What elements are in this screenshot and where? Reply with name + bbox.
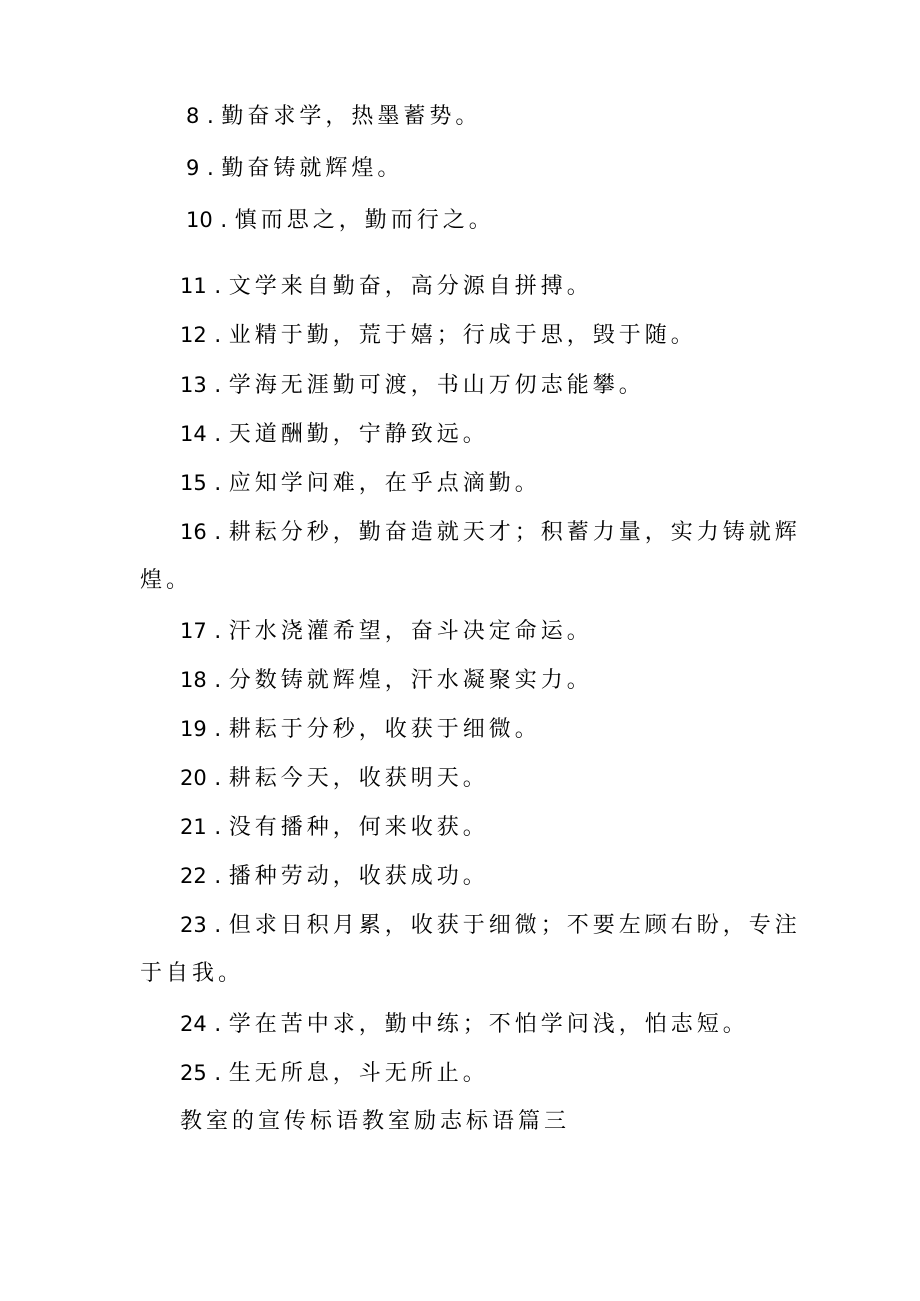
item-number: 12 bbox=[180, 323, 207, 347]
item-separator: . bbox=[214, 274, 222, 299]
list-item bbox=[180, 420, 489, 449]
item-separator: . bbox=[206, 156, 214, 181]
list-item bbox=[186, 102, 481, 131]
section-heading: 教室的宣传标语教室励志标语篇三 bbox=[180, 1109, 571, 1134]
item-number: 25 bbox=[180, 1061, 207, 1085]
item-text: 学海无涯勤可渡，书山万仞志能攀。 bbox=[228, 373, 645, 398]
list-item bbox=[180, 321, 697, 350]
item-separator: . bbox=[214, 471, 222, 496]
item-separator: . bbox=[214, 323, 222, 348]
list-item bbox=[180, 764, 489, 793]
item-text: 汗水浇灌希望，奋斗决定命运。 bbox=[228, 619, 593, 644]
list-item bbox=[180, 272, 593, 301]
item-separator: . bbox=[214, 373, 222, 398]
item-number: 23 bbox=[180, 913, 207, 937]
list-item bbox=[180, 1059, 489, 1088]
item-number: 8 bbox=[186, 104, 200, 128]
item-number: 20 bbox=[180, 766, 207, 790]
list-item bbox=[180, 715, 541, 744]
list-item bbox=[180, 666, 593, 695]
item-number: 24 bbox=[180, 1012, 207, 1036]
item-separator: . bbox=[214, 1012, 222, 1037]
list-item bbox=[180, 469, 541, 498]
item-text: 慎而思之，勤而行之。 bbox=[234, 208, 495, 233]
item-number: 11 bbox=[180, 274, 207, 298]
list-item-continuation: 煌。 bbox=[140, 568, 193, 593]
item-text: 生无所息，斗无所止。 bbox=[228, 1061, 489, 1086]
item-separator: . bbox=[214, 766, 222, 791]
list-item bbox=[180, 862, 489, 891]
list-item bbox=[180, 617, 593, 646]
item-separator: . bbox=[214, 717, 222, 742]
item-number: 21 bbox=[180, 815, 207, 839]
list-item bbox=[180, 813, 489, 842]
item-number: 19 bbox=[180, 717, 207, 741]
list-item bbox=[186, 206, 495, 235]
item-text: 没有播种，何来收获。 bbox=[228, 815, 489, 840]
list-item bbox=[180, 1010, 749, 1039]
item-text: 业精于勤，荒于嬉；行成于思，毁于随。 bbox=[228, 323, 697, 348]
item-separator: . bbox=[214, 1061, 222, 1086]
list-item-continuation: 于自我。 bbox=[140, 961, 245, 986]
item-separator: . bbox=[220, 208, 228, 233]
item-text: 应知学问难，在乎点滴勤。 bbox=[228, 471, 541, 496]
item-text: 播种劳动，收获成功。 bbox=[228, 864, 489, 889]
list-item bbox=[180, 371, 645, 400]
item-separator: . bbox=[214, 619, 222, 644]
item-text: 耕耘于分秒，收获于细微。 bbox=[228, 717, 541, 742]
item-text: 天道酬勤，宁静致远。 bbox=[228, 422, 489, 447]
item-text: 学在苦中求，勤中练；不怕学问浅，怕志短。 bbox=[228, 1012, 749, 1037]
item-text: 耕耘今天，收获明天。 bbox=[228, 766, 489, 791]
list-item bbox=[180, 911, 801, 940]
item-number: 18 bbox=[180, 668, 207, 692]
item-number: 16 bbox=[180, 520, 207, 544]
item-text: 耕耘分秒，勤奋造就天才；积蓄力量，实力铸就辉 bbox=[228, 520, 801, 545]
item-number: 13 bbox=[180, 373, 207, 397]
item-number: 15 bbox=[180, 471, 207, 495]
item-number: 17 bbox=[180, 619, 207, 643]
item-separator: . bbox=[214, 668, 222, 693]
list-item bbox=[180, 518, 801, 547]
item-number: 9 bbox=[186, 156, 200, 180]
item-separator: . bbox=[206, 104, 214, 129]
item-number: 10 bbox=[186, 208, 213, 232]
list-item bbox=[186, 154, 403, 183]
item-separator: . bbox=[214, 913, 222, 938]
item-separator: . bbox=[214, 815, 222, 840]
item-number: 14 bbox=[180, 422, 207, 446]
item-text: 文学来自勤奋，高分源自拼搏。 bbox=[228, 274, 593, 299]
item-number: 22 bbox=[180, 864, 207, 888]
item-text: 勤奋铸就辉煌。 bbox=[221, 156, 404, 181]
item-separator: . bbox=[214, 520, 222, 545]
item-separator: . bbox=[214, 422, 222, 447]
item-separator: . bbox=[214, 864, 222, 889]
item-text: 勤奋求学，热墨蓄势。 bbox=[221, 104, 482, 129]
item-text: 但求日积月累，收获于细微；不要左顾右盼，专注 bbox=[228, 913, 801, 938]
item-text: 分数铸就辉煌，汗水凝聚实力。 bbox=[228, 668, 593, 693]
